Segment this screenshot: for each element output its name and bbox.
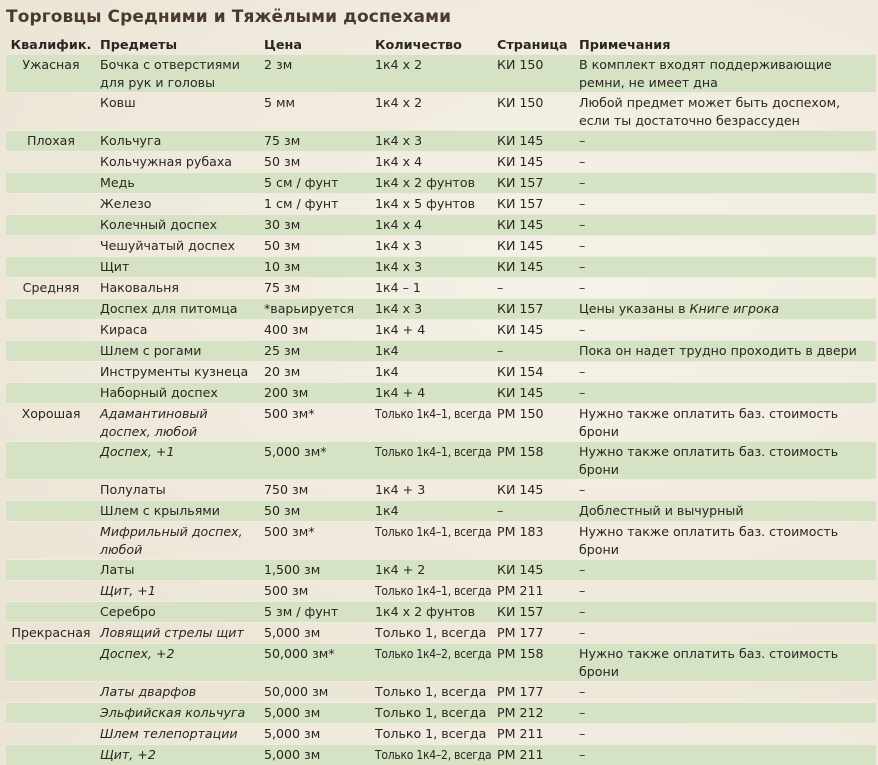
note-cell: – — [575, 131, 876, 152]
item-cell — [96, 341, 260, 362]
item-name: Ковш — [100, 95, 136, 110]
quantity-value: Только 1к4–1, всегда — [375, 582, 491, 600]
price-cell: 50,000 зм* — [260, 644, 371, 682]
page-cell: РМ 183 — [493, 522, 575, 560]
price-cell: 75 зм — [260, 131, 371, 152]
item-name: Медь — [100, 175, 135, 190]
quantity-value: Только 1к4–1, всегда — [375, 523, 491, 541]
quantity-value: 1к4 + 4 — [375, 322, 425, 337]
note-cell: – — [575, 257, 876, 278]
column-header-notes: Примечания — [575, 36, 876, 55]
quantity-value: 1к4 x 3 — [375, 301, 422, 316]
note-cell: Доблестный и вычурный — [575, 501, 876, 522]
quality-cell — [6, 501, 96, 522]
quantity-value: 1к4 + 3 — [375, 482, 425, 497]
item-name: Шлем телепортации — [100, 726, 238, 741]
column-header-page: Страница — [493, 36, 575, 55]
quantity-value: 1к4 x 4 — [375, 154, 422, 169]
price-cell: 5 мм — [260, 93, 371, 131]
table-row — [6, 257, 876, 278]
quantity-cell — [371, 55, 493, 93]
price-cell: 5 зм / фунт — [260, 602, 371, 623]
table-row — [6, 581, 876, 602]
note-cell: – — [575, 560, 876, 581]
quantity-cell — [371, 560, 493, 581]
column-header-items: Предметы — [96, 36, 260, 55]
item-cell — [96, 236, 260, 257]
quantity-cell — [371, 194, 493, 215]
quantity-value: 1к4 + 4 — [375, 385, 425, 400]
note-cell: Нужно также оплатить баз. стоимость брони — [575, 644, 876, 682]
price-cell: *варьируется — [260, 299, 371, 320]
quality-cell — [6, 703, 96, 724]
item-name: Эльфийская кольчуга — [100, 705, 245, 720]
page-cell: КИ 150 — [493, 55, 575, 93]
quality-cell — [6, 682, 96, 703]
note-cell: – — [575, 682, 876, 703]
price-cell: 50 зм — [260, 152, 371, 173]
table-row — [6, 623, 876, 644]
item-cell — [96, 745, 260, 765]
note-cell: Нужно также оплатить баз. стоимость брони — [575, 404, 876, 442]
quantity-value: 1к4 — [375, 343, 399, 358]
quantity-cell — [371, 522, 493, 560]
column-header-quantity: Количество — [371, 36, 493, 55]
item-name: Кираса — [100, 322, 147, 337]
page-cell: КИ 157 — [493, 602, 575, 623]
table-row — [6, 173, 876, 194]
quantity-cell — [371, 703, 493, 724]
table-row — [6, 522, 876, 560]
quantity-value: Только 1к4–2, всегда — [375, 645, 491, 663]
quantity-cell — [371, 442, 493, 480]
quality-cell — [6, 724, 96, 745]
price-cell: 30 зм — [260, 215, 371, 236]
price-cell: 20 зм — [260, 362, 371, 383]
page-cell: КИ 145 — [493, 257, 575, 278]
quantity-cell — [371, 745, 493, 765]
item-name: Бочка с отверстиями для рук и головы — [100, 57, 240, 90]
table-row — [6, 299, 876, 320]
quantity-value: Только 1к4–1, всегда — [375, 405, 491, 423]
price-cell: 5,000 зм* — [260, 442, 371, 480]
item-name: Щит, +2 — [100, 747, 156, 762]
table-row — [6, 194, 876, 215]
item-name: Латы — [100, 562, 134, 577]
item-name: Наборный доспех — [100, 385, 218, 400]
quantity-value: 1к4 x 2 — [375, 95, 422, 110]
quantity-cell — [371, 682, 493, 703]
note-cell: – — [575, 362, 876, 383]
item-cell — [96, 602, 260, 623]
price-cell: 1 см / фунт — [260, 194, 371, 215]
quantity-cell — [371, 362, 493, 383]
item-name: Кольчуга — [100, 133, 161, 148]
note-cell: – — [575, 602, 876, 623]
item-cell — [96, 278, 260, 299]
quantity-cell — [371, 236, 493, 257]
note-book-title: Книге игрока — [690, 301, 780, 316]
note-cell: – — [575, 724, 876, 745]
table-row — [6, 644, 876, 682]
item-name: Железо — [100, 196, 152, 211]
page-cell: РМ 177 — [493, 682, 575, 703]
item-name: Шлем с рогами — [100, 343, 201, 358]
note-cell: – — [575, 194, 876, 215]
price-cell: 200 зм — [260, 383, 371, 404]
item-cell — [96, 501, 260, 522]
note-text: Цены указаны в — [579, 301, 690, 316]
item-name: Щит, +1 — [100, 583, 156, 598]
note-cell: – — [575, 480, 876, 501]
item-cell — [96, 623, 260, 644]
item-cell — [96, 131, 260, 152]
quantity-cell — [371, 501, 493, 522]
page-cell: КИ 145 — [493, 215, 575, 236]
price-cell: 25 зм — [260, 341, 371, 362]
quality-cell — [6, 194, 96, 215]
quantity-value: 1к4 – 1 — [375, 280, 421, 295]
item-cell — [96, 194, 260, 215]
page-cell: КИ 145 — [493, 383, 575, 404]
quantity-value: 1к4 x 2 — [375, 57, 422, 72]
page-cell: КИ 150 — [493, 93, 575, 131]
table-row — [6, 320, 876, 341]
quantity-cell — [371, 602, 493, 623]
item-cell — [96, 442, 260, 480]
page-cell: – — [493, 501, 575, 522]
quality-cell — [6, 215, 96, 236]
item-cell — [96, 404, 260, 442]
page-cell: КИ 157 — [493, 194, 575, 215]
item-cell — [96, 362, 260, 383]
table-row — [6, 215, 876, 236]
column-header-price: Цена — [260, 36, 371, 55]
page-cell: КИ 157 — [493, 173, 575, 194]
quantity-value: Только 1, всегда — [375, 726, 486, 741]
quality-cell — [6, 257, 96, 278]
table-row — [6, 682, 876, 703]
quality-cell: Плохая — [6, 131, 96, 152]
price-cell: 5,000 зм — [260, 724, 371, 745]
item-name: Серебро — [100, 604, 156, 619]
item-cell — [96, 93, 260, 131]
quality-cell — [6, 480, 96, 501]
item-name: Кольчужная рубаха — [100, 154, 232, 169]
price-cell: 500 зм* — [260, 522, 371, 560]
quality-cell — [6, 320, 96, 341]
quantity-cell — [371, 152, 493, 173]
item-cell — [96, 480, 260, 501]
table-row — [6, 724, 876, 745]
quantity-cell — [371, 724, 493, 745]
price-cell: 5,000 зм — [260, 623, 371, 644]
item-cell — [96, 644, 260, 682]
page-cell: РМ 158 — [493, 442, 575, 480]
page-cell: КИ 145 — [493, 152, 575, 173]
note-cell — [575, 299, 876, 320]
table-body — [6, 55, 876, 765]
price-cell: 1,500 зм — [260, 560, 371, 581]
item-name: Доспех для питомца — [100, 301, 238, 316]
item-cell — [96, 522, 260, 560]
column-header-quality: Квалифик. — [6, 36, 96, 55]
table-row — [6, 745, 876, 765]
page-cell: КИ 145 — [493, 320, 575, 341]
item-cell — [96, 383, 260, 404]
page-cell: КИ 145 — [493, 480, 575, 501]
table-header-row — [6, 36, 876, 55]
page-cell: КИ 145 — [493, 560, 575, 581]
item-name: Доспех, +1 — [100, 444, 174, 459]
item-cell — [96, 173, 260, 194]
table-row — [6, 703, 876, 724]
quantity-value: Только 1, всегда — [375, 684, 486, 699]
price-cell: 50 зм — [260, 236, 371, 257]
note-cell: Нужно также оплатить баз. стоимость брони — [575, 522, 876, 560]
quantity-value: 1к4 x 3 — [375, 133, 422, 148]
table-row — [6, 152, 876, 173]
note-cell: В комплект входят поддерживающие ремни, не имеет дна — [575, 55, 876, 93]
item-name: Мифрильный доспех, любой — [100, 524, 243, 557]
quality-cell — [6, 560, 96, 581]
table-row — [6, 341, 876, 362]
quality-cell — [6, 93, 96, 131]
item-cell — [96, 215, 260, 236]
page-cell: – — [493, 278, 575, 299]
quality-cell — [6, 299, 96, 320]
table-row — [6, 480, 876, 501]
quantity-value: 1к4 x 4 — [375, 217, 422, 232]
quantity-cell — [371, 404, 493, 442]
quantity-cell — [371, 173, 493, 194]
note-cell: Пока он надет трудно проходить в двери — [575, 341, 876, 362]
note-cell: – — [575, 581, 876, 602]
note-cell: – — [575, 173, 876, 194]
price-cell: 10 зм — [260, 257, 371, 278]
quantity-cell — [371, 383, 493, 404]
note-cell: Нужно также оплатить баз. стоимость брони — [575, 442, 876, 480]
quantity-cell — [371, 299, 493, 320]
merchants-table — [6, 36, 876, 765]
quality-cell — [6, 644, 96, 682]
quantity-value: 1к4 x 2 фунтов — [375, 604, 475, 619]
note-cell: – — [575, 383, 876, 404]
quality-cell — [6, 152, 96, 173]
price-cell: 75 зм — [260, 278, 371, 299]
quality-cell — [6, 581, 96, 602]
table-row — [6, 362, 876, 383]
item-name: Наковальня — [100, 280, 179, 295]
note-cell: – — [575, 623, 876, 644]
item-name: Чешуйчатый доспех — [100, 238, 235, 253]
item-cell — [96, 724, 260, 745]
item-name: Инструменты кузнеца — [100, 364, 248, 379]
item-cell — [96, 257, 260, 278]
quantity-value: 1к4 + 2 — [375, 562, 425, 577]
quantity-cell — [371, 341, 493, 362]
item-cell — [96, 703, 260, 724]
item-cell — [96, 320, 260, 341]
quantity-cell — [371, 215, 493, 236]
page-cell: КИ 154 — [493, 362, 575, 383]
page-cell: РМ 150 — [493, 404, 575, 442]
note-cell: – — [575, 320, 876, 341]
page-cell: РМ 212 — [493, 703, 575, 724]
quality-cell — [6, 442, 96, 480]
item-name: Колечный доспех — [100, 217, 217, 232]
table-row — [6, 404, 876, 442]
quantity-cell — [371, 93, 493, 131]
quantity-value: 1к4 x 2 фунтов — [375, 175, 475, 190]
quality-cell — [6, 383, 96, 404]
quality-cell: Хорошая — [6, 404, 96, 442]
note-cell: – — [575, 152, 876, 173]
quality-cell — [6, 522, 96, 560]
price-cell: 50,000 зм — [260, 682, 371, 703]
price-cell: 50 зм — [260, 501, 371, 522]
quality-cell: Средняя — [6, 278, 96, 299]
table-row — [6, 236, 876, 257]
quantity-value: 1к4 x 3 — [375, 259, 422, 274]
note-cell: – — [575, 745, 876, 765]
quality-cell: Ужасная — [6, 55, 96, 93]
table-row — [6, 383, 876, 404]
quantity-value: Только 1, всегда — [375, 625, 486, 640]
price-cell: 5,000 зм — [260, 745, 371, 765]
note-cell: Любой предмет может быть доспехом, если ты достаточно безрассуден — [575, 93, 876, 131]
price-cell: 500 зм* — [260, 404, 371, 442]
table-row — [6, 501, 876, 522]
quantity-value: Только 1, всегда — [375, 705, 486, 720]
quantity-cell — [371, 257, 493, 278]
page-cell: – — [493, 341, 575, 362]
page-title: Торговцы Средними и Тяжёлыми доспехами — [6, 7, 451, 27]
page-cell: РМ 211 — [493, 581, 575, 602]
item-cell — [96, 682, 260, 703]
table-row — [6, 55, 876, 93]
item-cell — [96, 55, 260, 93]
price-cell: 500 зм — [260, 581, 371, 602]
item-cell — [96, 152, 260, 173]
note-cell: – — [575, 215, 876, 236]
quality-cell — [6, 236, 96, 257]
quantity-cell — [371, 480, 493, 501]
item-name: Адамантиновый доспех, любой — [100, 406, 208, 439]
table-row — [6, 93, 876, 131]
quality-cell — [6, 745, 96, 765]
price-cell: 750 зм — [260, 480, 371, 501]
quantity-value: 1к4 — [375, 503, 399, 518]
price-cell: 400 зм — [260, 320, 371, 341]
quality-cell — [6, 173, 96, 194]
quantity-value: 1к4 — [375, 364, 399, 379]
item-cell — [96, 581, 260, 602]
table-row — [6, 442, 876, 480]
note-cell: – — [575, 236, 876, 257]
item-cell — [96, 560, 260, 581]
quality-cell — [6, 602, 96, 623]
item-cell — [96, 299, 260, 320]
quantity-value: Только 1к4–2, всегда — [375, 746, 491, 764]
note-cell: – — [575, 278, 876, 299]
item-name: Ловящий стрелы щит — [100, 625, 244, 640]
page-cell: КИ 157 — [493, 299, 575, 320]
quantity-cell — [371, 623, 493, 644]
price-cell: 5,000 зм — [260, 703, 371, 724]
quantity-cell — [371, 131, 493, 152]
item-name: Латы дварфов — [100, 684, 196, 699]
quantity-value: Только 1к4–1, всегда — [375, 443, 491, 461]
table-row — [6, 131, 876, 152]
page-cell: КИ 145 — [493, 131, 575, 152]
page-cell: КИ 145 — [493, 236, 575, 257]
item-name: Доспех, +2 — [100, 646, 174, 661]
price-cell: 2 зм — [260, 55, 371, 93]
table-row — [6, 560, 876, 581]
page-cell: РМ 158 — [493, 644, 575, 682]
note-cell: – — [575, 703, 876, 724]
quantity-cell — [371, 278, 493, 299]
item-name: Шлем с крыльями — [100, 503, 220, 518]
table-row — [6, 602, 876, 623]
item-name: Щит — [100, 259, 129, 274]
table-row — [6, 278, 876, 299]
quality-cell — [6, 362, 96, 383]
quantity-cell — [371, 644, 493, 682]
quality-cell — [6, 341, 96, 362]
price-cell: 5 см / фунт — [260, 173, 371, 194]
quantity-value: 1к4 x 5 фунтов — [375, 196, 475, 211]
quantity-value: 1к4 x 3 — [375, 238, 422, 253]
page-cell: РМ 211 — [493, 724, 575, 745]
quantity-cell — [371, 581, 493, 602]
page-cell: РМ 211 — [493, 745, 575, 765]
item-name: Полулаты — [100, 482, 166, 497]
page-cell: РМ 177 — [493, 623, 575, 644]
quantity-cell — [371, 320, 493, 341]
quality-cell: Прекрасная — [6, 623, 96, 644]
